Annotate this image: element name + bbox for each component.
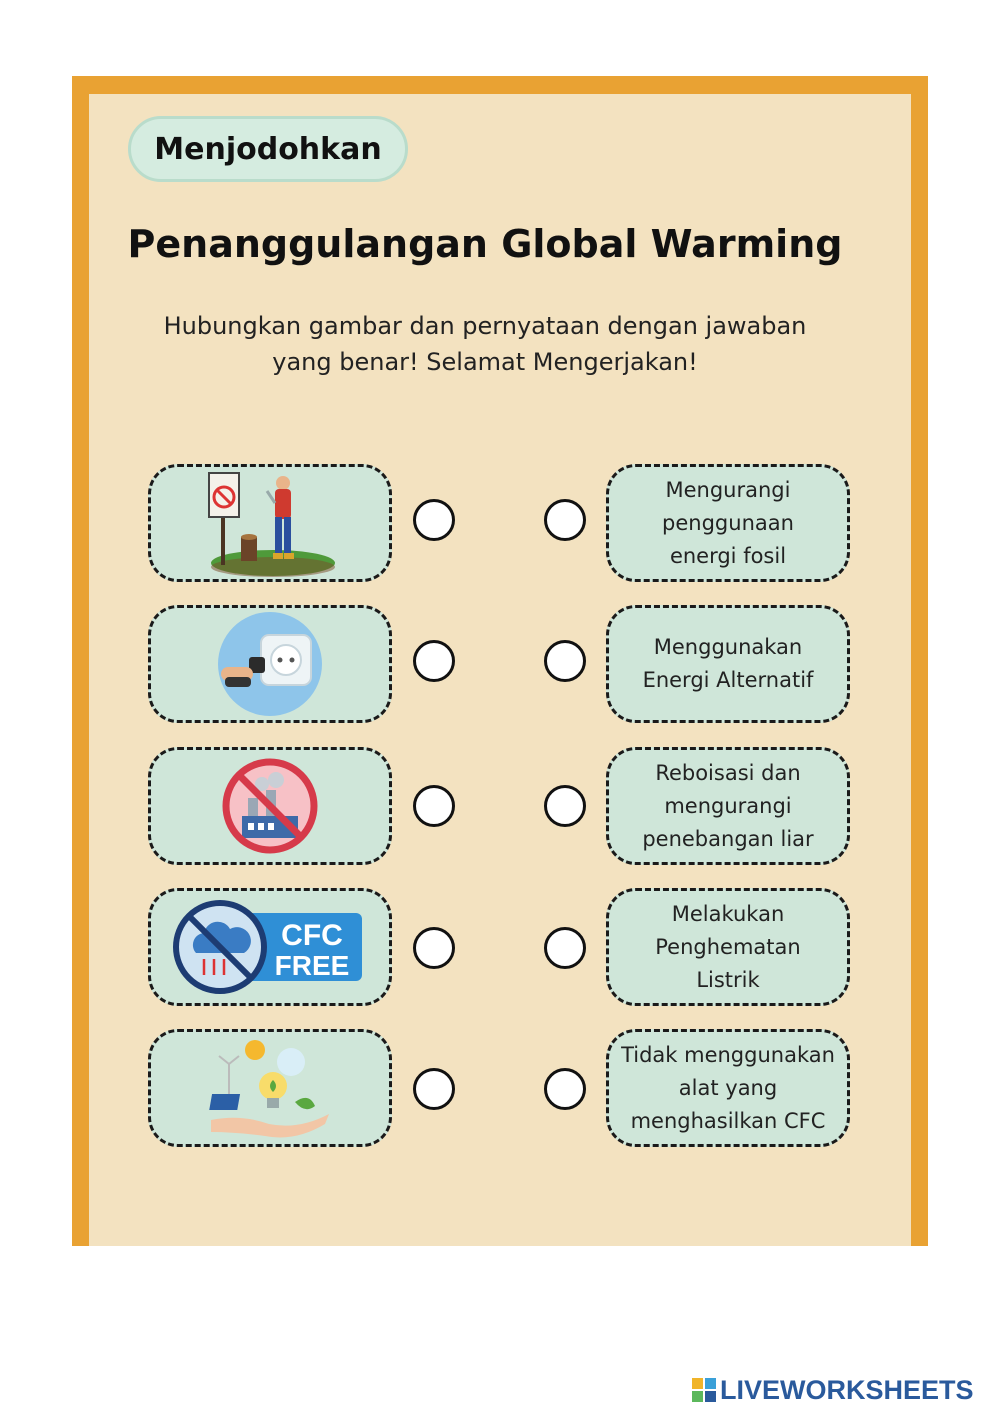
answer-dot-right-5[interactable] — [544, 1068, 586, 1110]
instruction-line-1: Hubungkan gambar dan pernyataan dengan jawaban — [163, 312, 807, 340]
statement-4-line-2: Penghematan — [655, 934, 801, 959]
picture-card-2 — [148, 605, 392, 723]
statement-3-line-2: mengurangi — [664, 793, 792, 818]
cfc-badge-text-2: FREE — [274, 950, 350, 981]
statement-4-line-1: Melakukan — [671, 901, 785, 926]
answer-dot-left-3[interactable] — [413, 785, 455, 827]
statement-card-5 — [606, 1029, 850, 1147]
picture-card-4 — [148, 888, 392, 1006]
plug-socket-icon — [215, 609, 325, 719]
instructions — [150, 308, 820, 380]
answer-dot-left-1[interactable] — [413, 499, 455, 541]
no-factory-pollution-icon — [218, 754, 322, 858]
statement-3-line-1: Reboisasi dan — [655, 760, 801, 785]
farmer-no-logging-icon — [195, 467, 345, 579]
statement-5-line-2: alat yang — [678, 1075, 778, 1100]
statement-3-line-3: penebangan liar — [642, 826, 814, 851]
cfc-badge-text-1: CFC — [281, 919, 343, 952]
liveworksheets-logo — [692, 1373, 992, 1407]
picture-card-1 — [148, 464, 392, 582]
statement-card-1 — [606, 464, 850, 582]
cfc-free-icon — [170, 899, 370, 995]
statement-card-4 — [606, 888, 850, 1006]
answer-dot-left-2[interactable] — [413, 640, 455, 682]
liveworksheets-mark-icon — [692, 1378, 716, 1402]
answer-dot-right-1[interactable] — [544, 499, 586, 541]
statement-card-2 — [606, 605, 850, 723]
statement-1-line-1: Mengurangi — [665, 477, 791, 502]
statement-5-line-1: Tidak menggunakan — [621, 1042, 835, 1067]
section-badge: Menjodohkan — [128, 116, 408, 182]
answer-dot-right-3[interactable] — [544, 785, 586, 827]
statement-1-line-3: energi fosil — [669, 543, 787, 568]
picture-card-3 — [148, 747, 392, 865]
statement-1-line-2: penggunaan — [662, 510, 794, 535]
statement-5-line-3: menghasilkan CFC — [630, 1108, 826, 1133]
picture-card-5 — [148, 1029, 392, 1147]
statement-2-line-1: Menggunakan — [653, 635, 803, 659]
answer-dot-right-4[interactable] — [544, 927, 586, 969]
brand-text: LIVEWORKSHEETS — [720, 1374, 974, 1405]
page-title: Penanggulangan Global Warming — [127, 222, 843, 266]
answer-dot-left-4[interactable] — [413, 927, 455, 969]
statement-card-3 — [606, 747, 850, 865]
statement-2-line-2: Energi Alternatif — [642, 668, 814, 692]
statement-4-line-3: Listrik — [696, 967, 760, 992]
answer-dot-right-2[interactable] — [544, 640, 586, 682]
answer-dot-left-5[interactable] — [413, 1068, 455, 1110]
renewable-energy-hand-icon — [205, 1032, 335, 1144]
instruction-line-2: yang benar! Selamat Mengerjakan! — [272, 348, 698, 376]
